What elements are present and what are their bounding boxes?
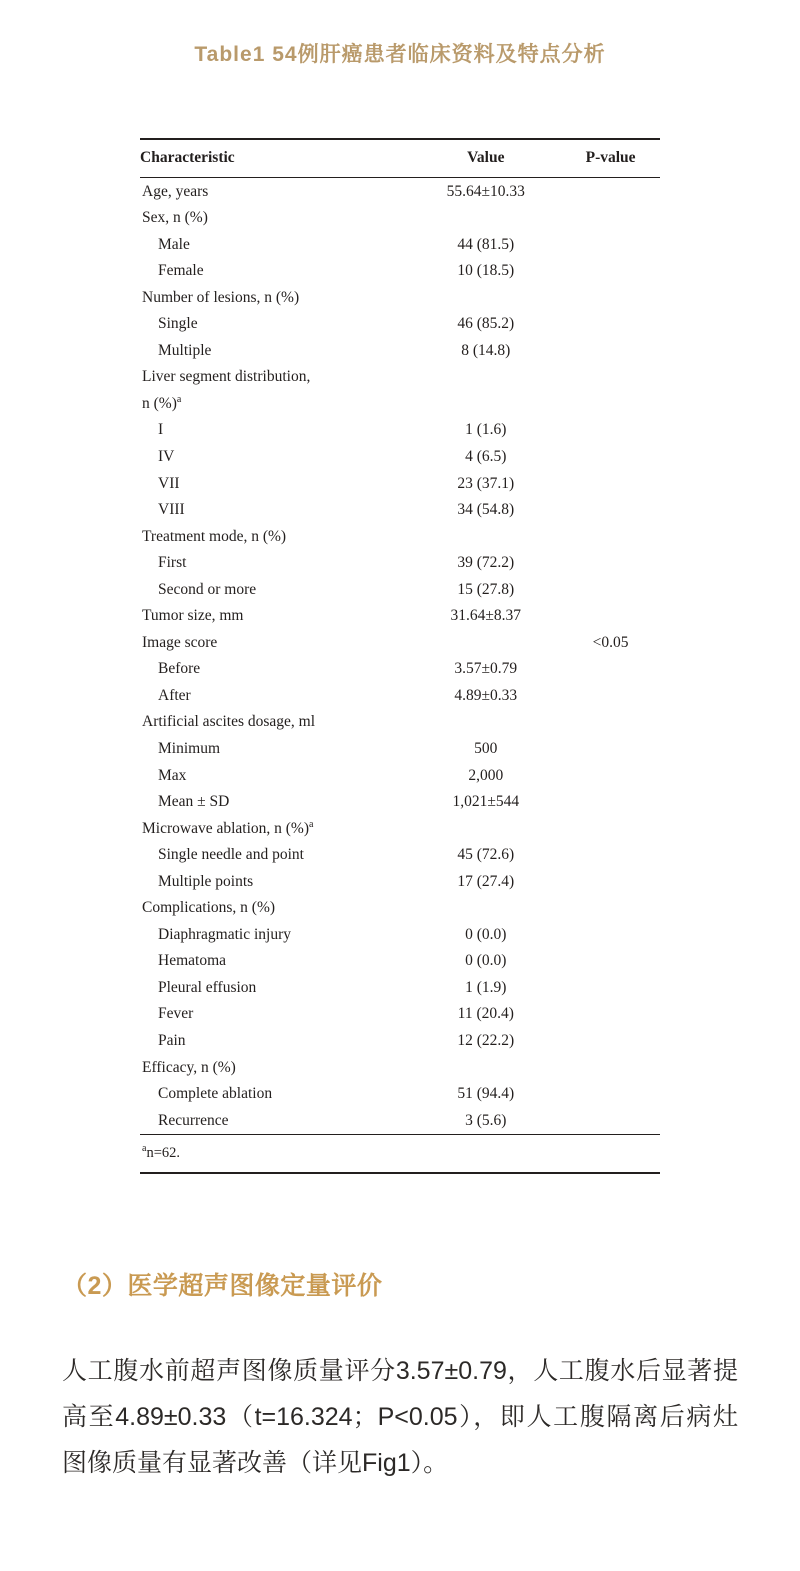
body-paragraph: 人工腹水前超声图像质量评分3.57±0.79，人工腹水后显著提高至4.89±0.33（t=16.324；P<0.05），即人工腹隔离后病灶图像质量有显著改善（详见Fig1）。: [62, 1356, 738, 1478]
cell-pvalue: [561, 417, 660, 444]
characteristic-label: Second or more: [158, 580, 257, 598]
table-row: [140, 364, 660, 391]
table-footer: [140, 1134, 660, 1173]
cell-value: 4 (6.5): [465, 447, 507, 465]
characteristic-label: Male: [158, 235, 190, 253]
characteristic-label: Complications, n (%): [142, 899, 276, 917]
cell-value: 46 (85.2): [457, 315, 515, 333]
cell-pvalue: [561, 868, 660, 895]
cell-pvalue: [561, 735, 660, 762]
cell-characteristic: [140, 231, 410, 258]
characteristic-label: VII: [158, 474, 180, 492]
cell-pvalue: [561, 1107, 660, 1134]
cell-pvalue: <0.05: [592, 633, 629, 651]
table-row: [140, 576, 660, 603]
cell-value: 15 (27.8): [457, 580, 515, 598]
characteristic-label: I: [158, 421, 164, 439]
cell-value: 44 (81.5): [457, 235, 515, 253]
cell-characteristic: [140, 337, 410, 364]
cell-value: 34 (54.8): [457, 501, 515, 519]
cell-characteristic: [140, 550, 410, 577]
section-heading: （2）医学超声图像定量评价: [62, 1271, 383, 1300]
column-header-value: Value: [467, 149, 505, 166]
cell-value: 12 (22.2): [457, 1032, 515, 1049]
characteristic-label: Fever: [158, 1005, 194, 1023]
cell-value: [410, 629, 561, 656]
characteristic-label: Sex, n (%): [142, 209, 208, 227]
cell-pvalue: [561, 603, 660, 630]
characteristic-label: Treatment mode, n (%): [142, 527, 287, 545]
table-row: [140, 682, 660, 709]
cell-characteristic: [140, 1081, 410, 1108]
characteristic-label: Artificial ascites dosage, ml: [142, 713, 316, 731]
characteristic-label: n (%): [142, 394, 177, 412]
table-row: [140, 762, 660, 789]
cell-pvalue: [561, 205, 660, 232]
cell-characteristic: [140, 1107, 410, 1134]
characteristic-label: Tumor size, mm: [142, 607, 244, 625]
table-row: [140, 921, 660, 948]
table-row: [140, 497, 660, 524]
cell-value: 2,000: [468, 766, 504, 784]
cell-value: 55.64±10.33: [446, 182, 525, 200]
cell-pvalue: [561, 231, 660, 258]
table-row: [140, 231, 660, 258]
cell-value: 4.89±0.33: [454, 686, 518, 704]
cell-value: 500: [474, 739, 498, 757]
cell-characteristic: [140, 603, 410, 630]
characteristic-label: IV: [158, 447, 175, 465]
cell-characteristic: [140, 1028, 410, 1055]
cell-characteristic: [140, 497, 410, 524]
cell-value: 10 (18.5): [457, 262, 515, 280]
table-row: [140, 337, 660, 364]
cell-value: 1 (1.6): [465, 421, 507, 439]
cell-characteristic: [140, 895, 410, 922]
footnote-text: n=62.: [146, 1144, 181, 1161]
table-caption: Table1 54例肝癌患者临床资料及特点分析: [194, 43, 606, 66]
table-row: [140, 656, 660, 683]
cell-pvalue: [561, 311, 660, 338]
table-row: [140, 1081, 660, 1108]
cell-characteristic: [140, 523, 410, 550]
cell-value: 8 (14.8): [461, 341, 511, 359]
cell-characteristic: [140, 178, 410, 205]
cell-pvalue: [561, 789, 660, 816]
cell-value: [410, 709, 561, 736]
cell-pvalue: [561, 948, 660, 975]
table-row: [140, 868, 660, 895]
cell-characteristic: [140, 1054, 410, 1081]
characteristic-label: Single needle and point: [158, 846, 304, 864]
table-row: [140, 629, 660, 656]
cell-value: 31.64±8.37: [450, 607, 522, 625]
cell-characteristic: [140, 868, 410, 895]
cell-pvalue: [561, 364, 660, 391]
table-row: [140, 550, 660, 577]
characteristic-label: Mean ± SD: [158, 793, 230, 811]
footnote-superscript: a: [142, 1142, 147, 1154]
cell-pvalue: [561, 1081, 660, 1108]
cell-characteristic: [140, 258, 410, 285]
cell-characteristic: [140, 682, 410, 709]
table-row: [140, 1054, 660, 1081]
characteristic-label: Recurrence: [158, 1111, 229, 1129]
table-header: [140, 139, 660, 178]
characteristic-label: Image score: [142, 633, 218, 651]
table-row: [140, 1107, 660, 1134]
cell-pvalue: [561, 709, 660, 736]
table-row: [140, 1001, 660, 1028]
table-row: [140, 311, 660, 338]
characteristic-label: Pain: [158, 1032, 186, 1049]
cell-value: [410, 1054, 561, 1081]
cell-characteristic: [140, 205, 410, 232]
characteristic-label: After: [158, 686, 191, 704]
table-row: [140, 1028, 660, 1055]
table-row: [140, 709, 660, 736]
cell-value: [410, 523, 561, 550]
characteristic-label: Liver segment distribution,: [142, 368, 311, 386]
cell-characteristic: [140, 364, 410, 391]
table-row: [140, 948, 660, 975]
cell-pvalue: [561, 895, 660, 922]
characteristic-label: Diaphragmatic injury: [158, 925, 291, 943]
characteristic-label: Max: [158, 766, 187, 784]
cell-characteristic: [140, 470, 410, 497]
characteristic-superscript: a: [176, 393, 182, 405]
cell-value: 3.57±0.79: [454, 660, 518, 678]
cell-pvalue: [561, 470, 660, 497]
characteristic-label: Number of lesions, n (%): [142, 288, 300, 306]
characteristic-label: Age, years: [142, 182, 209, 200]
cell-value: 1 (1.9): [465, 978, 507, 996]
cell-characteristic: [140, 443, 410, 470]
characteristic-label: Female: [158, 262, 204, 280]
cell-characteristic: [140, 789, 410, 816]
column-header-characteristic: Characteristic: [140, 149, 235, 166]
cell-characteristic: [140, 921, 410, 948]
cell-characteristic: [140, 762, 410, 789]
characteristic-label: Multiple points: [158, 872, 254, 890]
table-footnote: [140, 1134, 660, 1173]
cell-value: 39 (72.2): [457, 554, 515, 572]
cell-pvalue: [561, 682, 660, 709]
table-row: [140, 258, 660, 285]
cell-pvalue: [561, 576, 660, 603]
cell-characteristic: [140, 656, 410, 683]
cell-value: [410, 390, 561, 417]
cell-characteristic: [140, 576, 410, 603]
characteristic-label: Complete ablation: [158, 1085, 273, 1103]
cell-pvalue: [561, 497, 660, 524]
cell-pvalue: [561, 815, 660, 842]
table-body: [140, 178, 660, 1135]
characteristic-label: Multiple: [158, 341, 212, 359]
column-header-pvalue: P-value: [585, 149, 636, 166]
characteristic-label: Microwave ablation, n (%): [142, 819, 309, 837]
cell-value: [410, 815, 561, 842]
cell-value: 3 (5.6): [465, 1111, 507, 1129]
cell-characteristic: [140, 735, 410, 762]
cell-pvalue: [561, 762, 660, 789]
cell-characteristic: [140, 390, 410, 417]
cell-pvalue: [561, 443, 660, 470]
cell-value: 45 (72.6): [457, 846, 515, 864]
table-row: [140, 842, 660, 869]
cell-characteristic: [140, 709, 410, 736]
table-row: [140, 789, 660, 816]
cell-pvalue: [561, 550, 660, 577]
characteristic-label: Efficacy, n (%): [142, 1058, 236, 1076]
cell-value: [410, 895, 561, 922]
table-row: [140, 390, 660, 417]
cell-pvalue: [561, 337, 660, 364]
cell-characteristic: [140, 815, 410, 842]
cell-pvalue: [561, 974, 660, 1001]
cell-value: 11 (20.4): [457, 1005, 514, 1023]
table-row: [140, 603, 660, 630]
table-row: [140, 470, 660, 497]
table-header-row: [140, 139, 660, 178]
table-row: [140, 417, 660, 444]
table-row: [140, 735, 660, 762]
clinical-data-table-wrapper: [140, 138, 660, 1174]
characteristic-label: Before: [158, 660, 201, 678]
cell-pvalue: [561, 178, 660, 205]
cell-value: 51 (94.4): [457, 1085, 515, 1103]
cell-characteristic: [140, 842, 410, 869]
table-row: [140, 895, 660, 922]
cell-pvalue: [561, 1054, 660, 1081]
characteristic-label: Single: [158, 315, 198, 333]
cell-characteristic: [140, 948, 410, 975]
cell-characteristic: [140, 311, 410, 338]
cell-characteristic: [140, 284, 410, 311]
table-row: [140, 443, 660, 470]
characteristic-label: Minimum: [158, 739, 221, 757]
characteristic-label: Pleural effusion: [158, 978, 257, 996]
cell-pvalue: [561, 842, 660, 869]
cell-value: 17 (27.4): [457, 872, 515, 890]
clinical-data-table: [140, 138, 660, 1174]
cell-value: [410, 205, 561, 232]
cell-value: 23 (37.1): [457, 474, 515, 492]
cell-value: [410, 284, 561, 311]
cell-pvalue: [561, 1001, 660, 1028]
cell-pvalue: [561, 523, 660, 550]
table-footnote-row: [140, 1134, 660, 1173]
cell-characteristic: [140, 1001, 410, 1028]
cell-characteristic: [140, 629, 410, 656]
cell-value: 1,021±544: [452, 793, 520, 811]
cell-pvalue: [561, 1028, 660, 1055]
characteristic-superscript: a: [309, 818, 314, 830]
table-row: [140, 284, 660, 311]
cell-characteristic: [140, 417, 410, 444]
table-row: [140, 974, 660, 1001]
cell-characteristic: [140, 974, 410, 1001]
cell-value: 0 (0.0): [465, 925, 507, 943]
table-row: [140, 523, 660, 550]
table-row: [140, 178, 660, 205]
characteristic-label: VIII: [158, 501, 185, 519]
cell-pvalue: [561, 656, 660, 683]
cell-pvalue: [561, 258, 660, 285]
table-row: [140, 205, 660, 232]
cell-pvalue: [561, 921, 660, 948]
cell-pvalue: [561, 390, 660, 417]
cell-pvalue: [561, 284, 660, 311]
table-row: [140, 815, 660, 842]
cell-value: [410, 364, 561, 391]
cell-value: 0 (0.0): [465, 952, 507, 970]
characteristic-label: Hematoma: [158, 952, 227, 970]
characteristic-label: First: [158, 554, 187, 572]
